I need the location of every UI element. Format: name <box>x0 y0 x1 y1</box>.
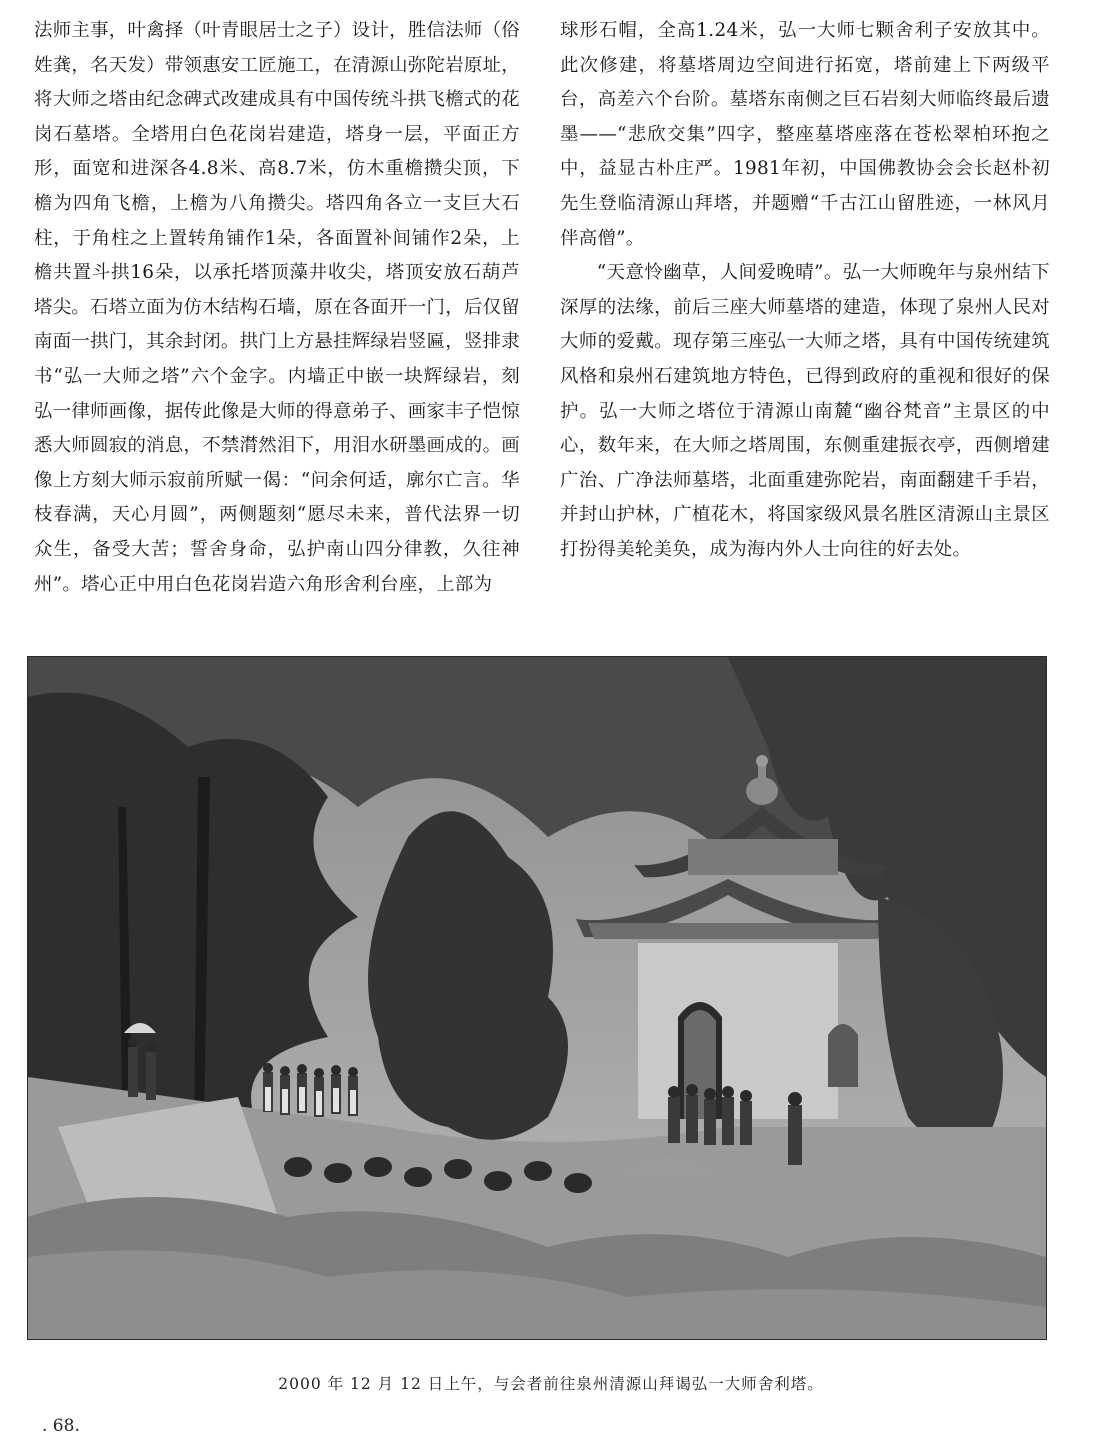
article-left-column <box>34 14 520 602</box>
photo-caption: 2000 年 12 月 12 日上午，与会者前往泉州清源山拜谒弘一大师舍利塔。 <box>278 1375 824 1393</box>
article-right-column <box>560 14 1050 568</box>
article-paragraph: 法师主事，叶禽择（叶青眼居士之子）设计，胜信法师（俗姓龚，名天发）带领惠安工匠施工，在清源山弥陀岩原址，将大师之塔由纪念碑式改建成具有中国传统斗拱飞檐式的花岗石墓塔。全塔用白色花岗岩建造，塔身一层，平面正方形，面宽和进深各4.8米、高8.7米，仿木重檐攒尖顶，下檐为四角飞檐，上檐为八角攒尖。塔四角各立一支巨大石柱，于角柱之上置转角铺作1朵，各面置补间铺作2朵，上檐共置斗拱16朵，以承托塔顶藻井收尖，塔顶安放石葫芦塔尖。石塔立面为仿木结构石墙，原在各面开一门，后仅留南面一拱门，其余封闭。拱门上方悬挂辉绿岩竖匾，竖排隶书“弘一大师之塔”六个金字。内墙正中嵌一块辉绿岩，刻弘一律师画像，据传此像是大师的得意弟子、画家丰子恺惊悉大师圆寂的消息，不禁潸然泪下，用泪水研墨画成的。画像上方刻大师示寂前所赋一偈：“问余何适，廓尔亡言。华枝春满，天心月圆”，两侧题刻“愿尽未来，普代法界一切众生，备受大苦；誓舍身命，弘护南山四分律教，久往神州”。塔心正中用白色花岗岩造六角形舍利台座，上部为 <box>34 20 520 595</box>
article-paragraph: 球形石帽，全高1.24米，弘一大师七颗舍利子安放其中。此次修建，将墓塔周边空间进行拓宽，塔前建上下两级平台，高差六个台阶。墓塔东南侧之巨石岩刻大师临终最后遗墨——“悲欣交集”四字，整座墓塔座落在苍松翠柏环抱之中，益显古朴庄严。1981年初，中国佛教协会会长赵朴初先生登临清源山拜塔，并题赠“千古江山留胜迹，一林风月伴高僧”。 <box>560 20 1050 249</box>
article-paragraph: “天意怜幽草，人间爱晚晴”。弘一大师晚年与泉州结下深厚的法缘，前后三座大师墓塔的建造，体现了泉州人民对大师的爱戴。现存第三座弘一大师之塔，具有中国传统建筑风格和泉州石建筑地方特色，已得到政府的重视和很好的保护。弘一大师之塔位于清源山南麓“幽谷梵音”主景区的中心，数年来，在大师之塔周围，东侧重建振衣亭，西侧增建广治、广净法师墓塔，北面重建弥陀岩，南面翻建千手岩，并封山护林，广植花木，将国家级风景名胜区清源山主景区打扮得美轮美奂，成为海内外人士向往的好去处。 <box>560 262 1050 560</box>
pagoda-photo-illustration <box>28 657 1046 1339</box>
page-number: . 68. <box>42 1416 80 1436</box>
pagoda-photo <box>27 656 1047 1340</box>
